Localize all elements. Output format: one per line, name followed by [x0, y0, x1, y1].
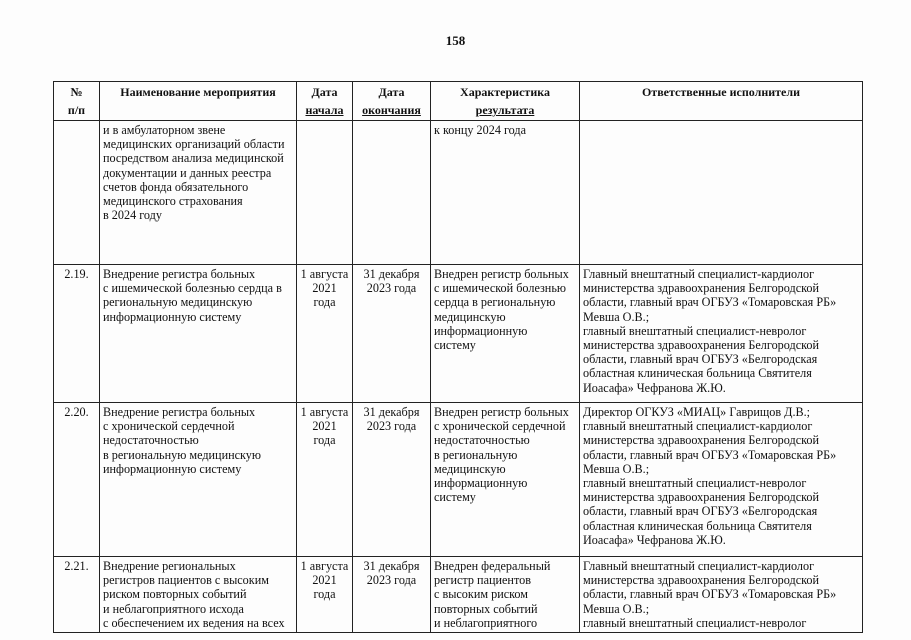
- header-responsible-text: Ответственные исполнители: [641, 85, 801, 99]
- header-result: [431, 82, 580, 121]
- header-result-line1: Характеристика: [460, 85, 550, 99]
- row-responsible: Директор ОГКУЗ «МИАЦ» Гаврищов Д.В.; главный внештатный специалист-кардиолог министерства здравоохранения Белгородской области, главный врач ОГБУЗ «Томаровская РБ» Мевша О.В.; главный внештатный специалист-невролог министерства здравоохранения Белгородской области, главный врач ОГБУЗ «Белгородская областная клиническая больница Святителя Иоасафа» Чефранова Ж.Ю.: [580, 403, 863, 557]
- row-name: Внедрение региональных регистров пациентов с высоким риском повторных событий и неблагоприятного исхода с обеспечением их ведения на всех: [100, 557, 297, 633]
- row-start: 1 августа 2021 года: [297, 557, 353, 633]
- row-end: 31 декабря 2023 года: [353, 265, 431, 403]
- table-row: [54, 557, 863, 633]
- row-number: 2.19.: [54, 265, 100, 403]
- header-name-text: Наименование мероприятия: [120, 85, 276, 99]
- row-number: [54, 121, 100, 265]
- row-start: [297, 121, 353, 265]
- header-end-line2: окончания: [362, 103, 421, 117]
- measures-table: [53, 81, 863, 633]
- row-name: Внедрение регистра больных с ишемической болезнью сердца в региональную медицинскую информационную систему: [100, 265, 297, 403]
- header-number-line2: п/п: [67, 103, 86, 117]
- row-name: Внедрение регистра больных с хронической сердечной недостаточностью в региональную медицинскую информационную систему: [100, 403, 297, 557]
- header-name: [100, 82, 297, 121]
- row-result: Внедрен регистр больных с хронической сердечной недостаточностью в региональную медицинскую информационную систему: [431, 403, 580, 557]
- header-start-line1: Дата: [311, 85, 338, 99]
- table-row: [54, 121, 863, 265]
- row-responsible: Главный внештатный специалист-кардиолог министерства здравоохранения Белгородской области, главный врач ОГБУЗ «Томаровская РБ» Мевша О.В.; главный внештатный специалист-невролог: [580, 557, 863, 633]
- table-header-row: [54, 82, 863, 121]
- page-number: 158: [445, 33, 466, 48]
- header-responsible: [580, 82, 863, 121]
- header-start-line2: начала: [305, 103, 344, 117]
- table-row: [54, 403, 863, 557]
- header-number: [54, 82, 100, 121]
- row-result: Внедрен федеральный регистр пациентов с высоким риском повторных событий и неблагоприятного: [431, 557, 580, 633]
- row-responsible: Главный внештатный специалист-кардиолог министерства здравоохранения Белгородской области, главный врач ОГБУЗ «Томаровская РБ» Мевша О.В.; главный внештатный специалист-невролог министерства здравоохранения Белгородской области, главный врач ОГБУЗ «Белгородская областная клиническая больница Святителя Иоасафа» Чефранова Ж.Ю.: [580, 265, 863, 403]
- header-number-line1: №: [70, 85, 83, 99]
- row-number: 2.21.: [54, 557, 100, 633]
- row-number: 2.20.: [54, 403, 100, 557]
- row-result: Внедрен регистр больных с ишемической болезнью сердца в региональную медицинскую информационную систему: [431, 265, 580, 403]
- header-start: [297, 82, 353, 121]
- row-end: [353, 121, 431, 265]
- row-start: 1 августа 2021 года: [297, 265, 353, 403]
- table-row: [54, 265, 863, 403]
- row-result: к концу 2024 года: [431, 121, 580, 265]
- row-name: и в амбулаторном звене медицинских организаций области посредством анализа медицинской документации и данных реестра счетов фонда обязательного медицинского страхования в 2024 году: [100, 121, 297, 265]
- header-result-line2: результата: [475, 103, 535, 117]
- row-end: 31 декабря 2023 года: [353, 557, 431, 633]
- header-end-line1: Дата: [378, 85, 405, 99]
- row-start: 1 августа 2021 года: [297, 403, 353, 557]
- row-responsible: [580, 121, 863, 265]
- header-end: [353, 82, 431, 121]
- row-end: 31 декабря 2023 года: [353, 403, 431, 557]
